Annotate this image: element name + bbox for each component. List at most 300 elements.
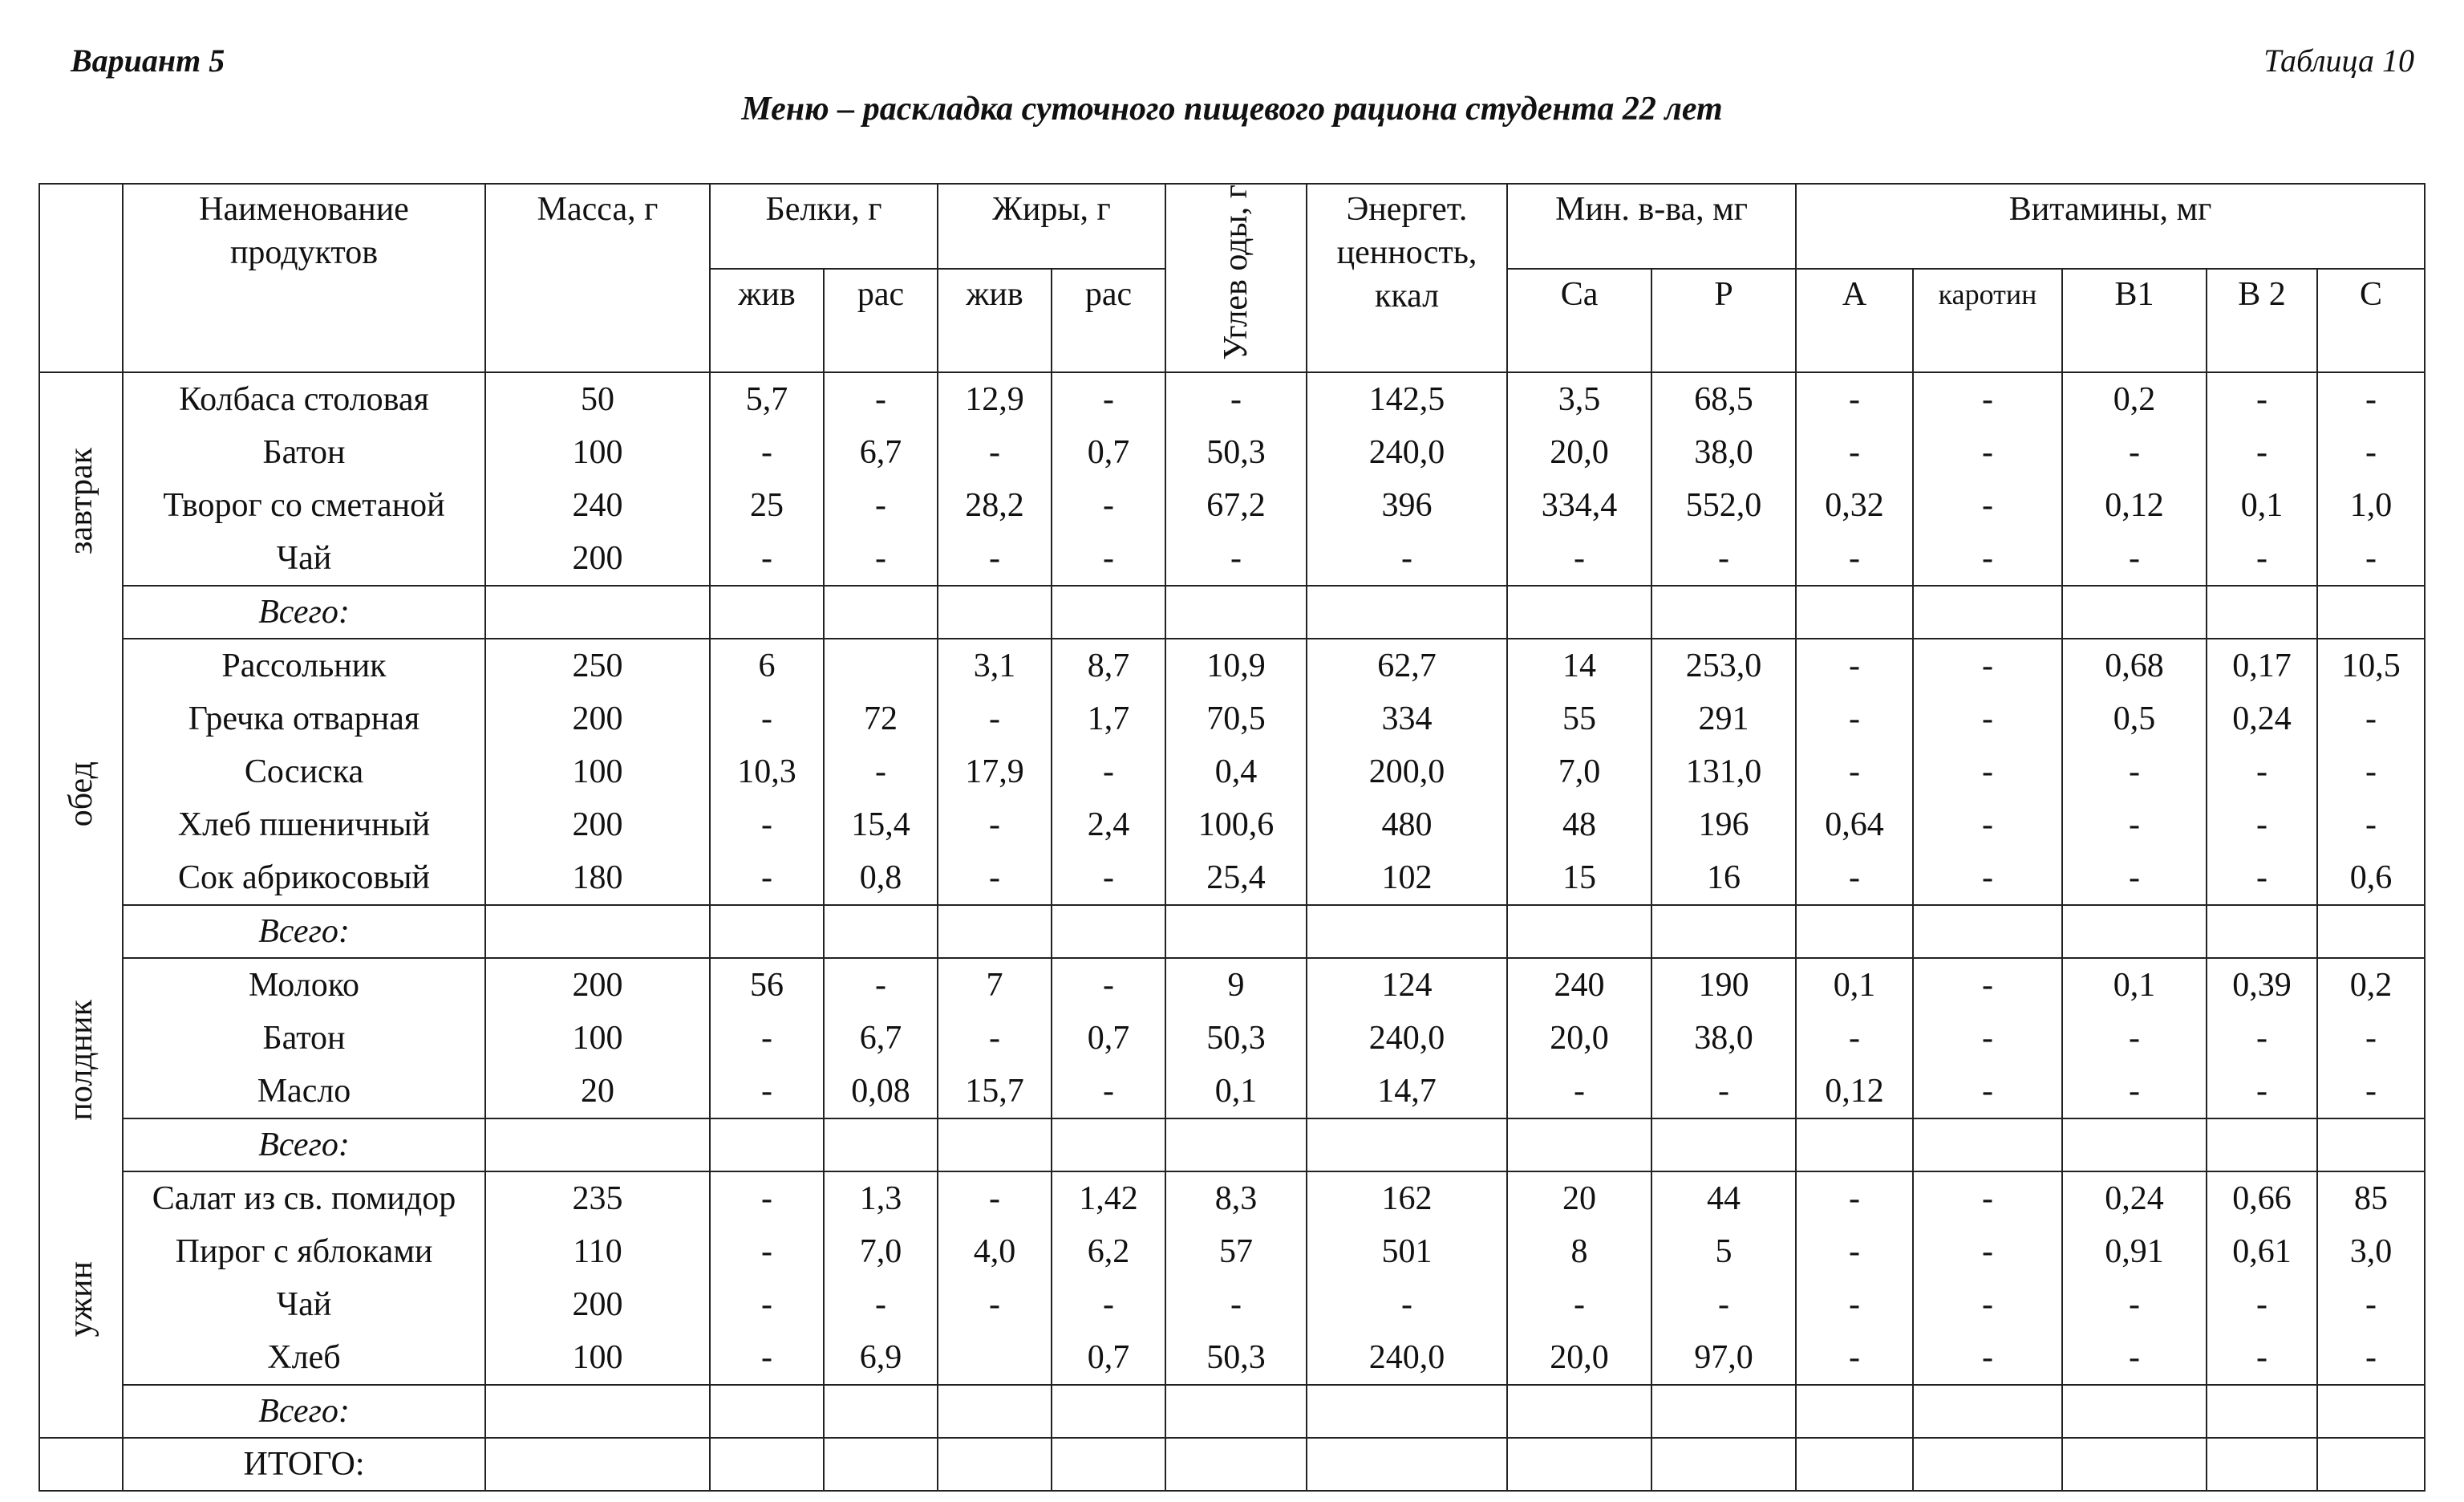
table-row (39, 372, 2425, 426)
header-proteins: Белки, г (710, 184, 938, 269)
cell-carotene: - (1913, 1012, 2062, 1065)
cell-vitamin-b2: - (2207, 372, 2317, 426)
total-cell (485, 586, 710, 639)
total-cell (710, 1385, 824, 1438)
cell-vitamin-b1: 0,1 (2062, 958, 2207, 1012)
table-row (39, 851, 2425, 905)
cell-vitamin-c: 0,2 (2317, 958, 2425, 1012)
cell-fats-animal: 12,9 (938, 372, 1052, 426)
grand-total-label: ИТОГО: (123, 1438, 485, 1491)
cell-p: 44 (1651, 1171, 1796, 1225)
cell-vitamin-a: - (1796, 1171, 1913, 1225)
cell-vitamin-a: - (1796, 1012, 1913, 1065)
cell-carbs: - (1165, 1278, 1307, 1331)
cell-vitamin-b2: - (2207, 798, 2317, 851)
cell-proteins-plant: 15,4 (824, 798, 938, 851)
cell-vitamin-a: 0,32 (1796, 479, 1913, 532)
total-cell (1651, 586, 1796, 639)
header-carbs-label: Углев оды, г (1218, 185, 1255, 360)
header-fats-animal: жив (938, 269, 1052, 371)
cell-fats-plant: 0,7 (1052, 1331, 1165, 1385)
cell-fats-plant: - (1052, 958, 1165, 1012)
cell-carotene: - (1913, 1331, 2062, 1385)
cell-fats-plant: 8,7 (1052, 639, 1165, 692)
cell-fats-animal (938, 1331, 1052, 1385)
cell-vitamin-b2: - (2207, 532, 2317, 586)
cell-product: Чай (123, 1278, 485, 1331)
cell-product: Творог со сметаной (123, 479, 485, 532)
cell-fats-plant: - (1052, 1278, 1165, 1331)
cell-mass: 200 (485, 1278, 710, 1331)
total-cell (1307, 1118, 1507, 1171)
cell-mass: 200 (485, 958, 710, 1012)
cell-energy: 240,0 (1307, 1331, 1507, 1385)
cell-mass: 100 (485, 1012, 710, 1065)
total-cell (2207, 1385, 2317, 1438)
cell-p: - (1651, 1065, 1796, 1118)
cell-vitamin-b1: 0,68 (2062, 639, 2207, 692)
cell-ca: - (1507, 532, 1651, 586)
total-cell (1052, 1385, 1165, 1438)
total-cell (824, 586, 938, 639)
cell-vitamin-b2: - (2207, 1331, 2317, 1385)
cell-vitamin-b2: 0,61 (2207, 1225, 2317, 1278)
cell-vitamin-a: - (1796, 1278, 1913, 1331)
total-cell (2062, 905, 2207, 958)
grand-total-cell (1307, 1438, 1507, 1491)
cell-mass: 50 (485, 372, 710, 426)
cell-ca: 20 (1507, 1171, 1651, 1225)
cell-vitamin-a: - (1796, 532, 1913, 586)
cell-carbs: 70,5 (1165, 692, 1307, 745)
cell-vitamin-a: - (1796, 1225, 1913, 1278)
cell-carotene: - (1913, 1225, 2062, 1278)
cell-vitamin-b1: 0,5 (2062, 692, 2207, 745)
cell-fats-plant: 2,4 (1052, 798, 1165, 851)
header-mass: Масса, г (485, 184, 710, 372)
cell-carbs: 50,3 (1165, 1331, 1307, 1385)
cell-energy: 124 (1307, 958, 1507, 1012)
total-label: Всего: (123, 1385, 485, 1438)
cell-vitamin-c: - (2317, 745, 2425, 798)
cell-proteins-plant: 0,8 (824, 851, 938, 905)
total-cell (1913, 586, 2062, 639)
cell-fats-plant: 6,2 (1052, 1225, 1165, 1278)
cell-carotene: - (1913, 479, 2062, 532)
cell-fats-animal: 15,7 (938, 1065, 1052, 1118)
cell-energy: 240,0 (1307, 1012, 1507, 1065)
cell-proteins-plant: - (824, 532, 938, 586)
header-ca: Ca (1507, 269, 1651, 371)
total-cell (1165, 1118, 1307, 1171)
cell-carotene: - (1913, 1278, 2062, 1331)
cell-carbs: - (1165, 532, 1307, 586)
table-row (39, 479, 2425, 532)
cell-mass: 110 (485, 1225, 710, 1278)
cell-carotene: - (1913, 692, 2062, 745)
total-cell (1307, 1385, 1507, 1438)
meal-name: обед (63, 761, 99, 826)
cell-carbs: 8,3 (1165, 1171, 1307, 1225)
cell-energy: - (1307, 1278, 1507, 1331)
cell-vitamin-b1: - (2062, 1278, 2207, 1331)
cell-vitamin-b1: - (2062, 851, 2207, 905)
total-cell (1913, 1385, 2062, 1438)
cell-proteins-animal: 5,7 (710, 372, 824, 426)
cell-vitamin-c: 3,0 (2317, 1225, 2425, 1278)
header-carbs (1165, 184, 1307, 372)
cell-ca: - (1507, 1065, 1651, 1118)
cell-vitamin-b1: - (2062, 1065, 2207, 1118)
cell-carbs: 0,4 (1165, 745, 1307, 798)
cell-energy: 501 (1307, 1225, 1507, 1278)
total-cell (2317, 1118, 2425, 1171)
cell-vitamin-c: 10,5 (2317, 639, 2425, 692)
cell-mass: 180 (485, 851, 710, 905)
cell-fats-plant: - (1052, 1065, 1165, 1118)
table-row (39, 1331, 2425, 1385)
cell-vitamin-b2: - (2207, 1278, 2317, 1331)
cell-p: 291 (1651, 692, 1796, 745)
total-cell (1165, 905, 1307, 958)
cell-product: Батон (123, 1012, 485, 1065)
cell-carbs: 9 (1165, 958, 1307, 1012)
cell-fats-animal: - (938, 426, 1052, 479)
table-row (39, 958, 2425, 1012)
header-vitamin-b2: В 2 (2207, 269, 2317, 371)
cell-vitamin-c: 85 (2317, 1171, 2425, 1225)
cell-carotene: - (1913, 798, 2062, 851)
total-cell (1052, 1118, 1165, 1171)
cell-proteins-animal: - (710, 532, 824, 586)
cell-proteins-animal: 56 (710, 958, 824, 1012)
total-cell (938, 1118, 1052, 1171)
meal-name: завтрак (63, 448, 99, 555)
header-p: P (1651, 269, 1796, 371)
total-cell (938, 586, 1052, 639)
total-cell (1507, 586, 1651, 639)
cell-vitamin-b2: 0,39 (2207, 958, 2317, 1012)
cell-vitamin-b1: - (2062, 1012, 2207, 1065)
cell-product: Молоко (123, 958, 485, 1012)
cell-p: 552,0 (1651, 479, 1796, 532)
cell-fats-plant: - (1052, 372, 1165, 426)
cell-carotene: - (1913, 372, 2062, 426)
cell-carotene: - (1913, 426, 2062, 479)
cell-carbs: 67,2 (1165, 479, 1307, 532)
cell-carotene: - (1913, 851, 2062, 905)
table-row (39, 692, 2425, 745)
cell-fats-plant: 0,7 (1052, 426, 1165, 479)
total-row (39, 905, 2425, 958)
header-product: Наименование продуктов (123, 184, 485, 372)
cell-p: 38,0 (1651, 1012, 1796, 1065)
grand-total-cell (2207, 1438, 2317, 1491)
cell-vitamin-b2: - (2207, 745, 2317, 798)
cell-product: Сосиска (123, 745, 485, 798)
cell-fats-animal: 17,9 (938, 745, 1052, 798)
cell-product: Хлеб (123, 1331, 485, 1385)
cell-fats-plant: - (1052, 532, 1165, 586)
cell-carbs: 10,9 (1165, 639, 1307, 692)
cell-ca: 334,4 (1507, 479, 1651, 532)
cell-vitamin-a: 0,1 (1796, 958, 1913, 1012)
cell-vitamin-b1: 0,12 (2062, 479, 2207, 532)
header-carotene: каротин (1913, 269, 2062, 371)
cell-proteins-animal: - (710, 1012, 824, 1065)
header-fats-plant: рас (1052, 269, 1165, 371)
cell-p: 5 (1651, 1225, 1796, 1278)
cell-energy: - (1307, 532, 1507, 586)
header-vitamins: Витамины, мг (1796, 184, 2425, 269)
table-row (39, 532, 2425, 586)
cell-proteins-animal: - (710, 1331, 824, 1385)
cell-vitamin-b2: 0,66 (2207, 1171, 2317, 1225)
total-row (39, 1385, 2425, 1438)
table-row (39, 1225, 2425, 1278)
grand-total-cell (1651, 1438, 1796, 1491)
cell-carbs: 57 (1165, 1225, 1307, 1278)
cell-fats-plant: - (1052, 851, 1165, 905)
cell-p: 68,5 (1651, 372, 1796, 426)
total-row (39, 1118, 2425, 1171)
cell-vitamin-b2: - (2207, 1012, 2317, 1065)
cell-ca: 240 (1507, 958, 1651, 1012)
grand-total-meal-cell (39, 1438, 123, 1491)
header-proteins-animal: жив (710, 269, 824, 371)
cell-fats-plant: - (1052, 479, 1165, 532)
cell-proteins-plant: 72 (824, 692, 938, 745)
variant-label: Вариант 5 (71, 43, 225, 79)
cell-carbs: - (1165, 372, 1307, 426)
cell-vitamin-c: - (2317, 798, 2425, 851)
cell-product: Гречка отварная (123, 692, 485, 745)
cell-ca: 20,0 (1507, 1331, 1651, 1385)
cell-energy: 14,7 (1307, 1065, 1507, 1118)
cell-energy: 162 (1307, 1171, 1507, 1225)
header-vitamin-c: С (2317, 269, 2425, 371)
header-vitamin-a: А (1796, 269, 1913, 371)
cell-fats-plant: - (1052, 745, 1165, 798)
cell-vitamin-b2: 0,1 (2207, 479, 2317, 532)
grand-total-cell (1052, 1438, 1165, 1491)
cell-product: Колбаса столовая (123, 372, 485, 426)
cell-vitamin-b2: - (2207, 851, 2317, 905)
meal-name: ужин (63, 1261, 99, 1338)
cell-proteins-animal: - (710, 1171, 824, 1225)
total-cell (2062, 1385, 2207, 1438)
cell-p: - (1651, 532, 1796, 586)
cell-proteins-animal: - (710, 798, 824, 851)
cell-ca: 20,0 (1507, 426, 1651, 479)
total-cell (2062, 1118, 2207, 1171)
meal-cell (39, 372, 123, 639)
total-cell (710, 1118, 824, 1171)
cell-proteins-animal: - (710, 426, 824, 479)
total-cell (2207, 586, 2317, 639)
cell-proteins-plant: - (824, 479, 938, 532)
cell-fats-animal: 7 (938, 958, 1052, 1012)
cell-vitamin-b1: 0,2 (2062, 372, 2207, 426)
cell-ca: 7,0 (1507, 745, 1651, 798)
cell-carbs: 50,3 (1165, 426, 1307, 479)
total-cell (485, 1118, 710, 1171)
cell-proteins-plant: - (824, 1278, 938, 1331)
cell-vitamin-a: - (1796, 372, 1913, 426)
total-cell (485, 905, 710, 958)
cell-mass: 200 (485, 532, 710, 586)
total-cell (938, 1385, 1052, 1438)
grand-total-row (39, 1438, 2425, 1491)
cell-proteins-plant: - (824, 958, 938, 1012)
total-cell (1796, 1118, 1913, 1171)
total-cell (1165, 1385, 1307, 1438)
cell-p: 38,0 (1651, 426, 1796, 479)
cell-carbs: 25,4 (1165, 851, 1307, 905)
header-fats: Жиры, г (938, 184, 1165, 269)
cell-vitamin-c: - (2317, 372, 2425, 426)
meal-cell (39, 1171, 123, 1438)
total-cell (1796, 1385, 1913, 1438)
cell-proteins-plant: 6,7 (824, 1012, 938, 1065)
cell-energy: 142,5 (1307, 372, 1507, 426)
cell-vitamin-b1: - (2062, 426, 2207, 479)
cell-energy: 102 (1307, 851, 1507, 905)
cell-product: Пирог с яблоками (123, 1225, 485, 1278)
cell-vitamin-c: - (2317, 692, 2425, 745)
menu-table (38, 183, 2426, 1492)
cell-vitamin-a: - (1796, 851, 1913, 905)
cell-ca: 14 (1507, 639, 1651, 692)
cell-fats-plant: 0,7 (1052, 1012, 1165, 1065)
total-cell (1507, 1385, 1651, 1438)
cell-vitamin-b1: - (2062, 798, 2207, 851)
cell-proteins-animal: 10,3 (710, 745, 824, 798)
total-cell (824, 905, 938, 958)
total-cell (1165, 586, 1307, 639)
total-cell (1307, 586, 1507, 639)
cell-fats-animal: - (938, 798, 1052, 851)
header-minerals: Мин. в-ва, мг (1507, 184, 1796, 269)
cell-product: Масло (123, 1065, 485, 1118)
meal-name: полдник (63, 999, 99, 1121)
cell-vitamin-c: - (2317, 1331, 2425, 1385)
table-row (39, 639, 2425, 692)
total-cell (1507, 1118, 1651, 1171)
total-cell (1796, 905, 1913, 958)
cell-fats-animal: - (938, 851, 1052, 905)
cell-vitamin-a: - (1796, 745, 1913, 798)
cell-fats-animal: - (938, 1012, 1052, 1065)
total-cell (1796, 586, 1913, 639)
cell-proteins-animal: - (710, 692, 824, 745)
cell-p: 131,0 (1651, 745, 1796, 798)
total-cell (485, 1385, 710, 1438)
cell-vitamin-c: - (2317, 1065, 2425, 1118)
cell-mass: 20 (485, 1065, 710, 1118)
total-cell (2062, 586, 2207, 639)
cell-ca: 48 (1507, 798, 1651, 851)
cell-product: Салат из св. помидор (123, 1171, 485, 1225)
cell-fats-animal: 28,2 (938, 479, 1052, 532)
cell-energy: 334 (1307, 692, 1507, 745)
cell-fats-animal: - (938, 1171, 1052, 1225)
total-cell (1307, 905, 1507, 958)
table-row (39, 1065, 2425, 1118)
cell-carotene: - (1913, 639, 2062, 692)
menu-body (39, 372, 2425, 1491)
cell-vitamin-b1: - (2062, 1331, 2207, 1385)
cell-carotene: - (1913, 532, 2062, 586)
grand-total-cell (1796, 1438, 1913, 1491)
grand-total-cell (1165, 1438, 1307, 1491)
meal-cell (39, 639, 123, 958)
cell-vitamin-a: - (1796, 639, 1913, 692)
cell-proteins-plant: 0,08 (824, 1065, 938, 1118)
cell-fats-animal: - (938, 692, 1052, 745)
cell-fats-animal: 3,1 (938, 639, 1052, 692)
cell-fats-plant: 1,42 (1052, 1171, 1165, 1225)
total-cell (2317, 905, 2425, 958)
cell-ca: 55 (1507, 692, 1651, 745)
total-cell (2207, 1118, 2317, 1171)
cell-p: 16 (1651, 851, 1796, 905)
cell-proteins-plant: - (824, 745, 938, 798)
grand-total-cell (938, 1438, 1052, 1491)
cell-vitamin-a: - (1796, 1331, 1913, 1385)
cell-product: Рассольник (123, 639, 485, 692)
cell-carotene: - (1913, 1065, 2062, 1118)
grand-total-cell (485, 1438, 710, 1491)
total-cell (824, 1118, 938, 1171)
cell-energy: 62,7 (1307, 639, 1507, 692)
cell-ca: 8 (1507, 1225, 1651, 1278)
cell-ca: 15 (1507, 851, 1651, 905)
cell-vitamin-b2: 0,24 (2207, 692, 2317, 745)
cell-mass: 250 (485, 639, 710, 692)
cell-mass: 240 (485, 479, 710, 532)
cell-mass: 100 (485, 1331, 710, 1385)
cell-proteins-animal: 6 (710, 639, 824, 692)
table-row (39, 1171, 2425, 1225)
total-cell (2317, 586, 2425, 639)
grand-total-cell (1913, 1438, 2062, 1491)
total-cell (2317, 1385, 2425, 1438)
cell-proteins-plant: - (824, 372, 938, 426)
cell-vitamin-a: 0,12 (1796, 1065, 1913, 1118)
cell-carotene: - (1913, 745, 2062, 798)
table-row (39, 426, 2425, 479)
cell-p: - (1651, 1278, 1796, 1331)
cell-vitamin-b1: 0,24 (2062, 1171, 2207, 1225)
cell-p: 97,0 (1651, 1331, 1796, 1385)
total-label: Всего: (123, 905, 485, 958)
cell-vitamin-c: 1,0 (2317, 479, 2425, 532)
cell-vitamin-c: - (2317, 1012, 2425, 1065)
grand-total-cell (2317, 1438, 2425, 1491)
total-cell (1913, 1118, 2062, 1171)
cell-product: Батон (123, 426, 485, 479)
cell-vitamin-b2: 0,17 (2207, 639, 2317, 692)
cell-proteins-plant: 6,9 (824, 1331, 938, 1385)
cell-mass: 235 (485, 1171, 710, 1225)
cell-carbs: 0,1 (1165, 1065, 1307, 1118)
cell-proteins-plant: 1,3 (824, 1171, 938, 1225)
cell-vitamin-c: 0,6 (2317, 851, 2425, 905)
total-cell (1507, 905, 1651, 958)
cell-p: 253,0 (1651, 639, 1796, 692)
cell-fats-animal: - (938, 532, 1052, 586)
